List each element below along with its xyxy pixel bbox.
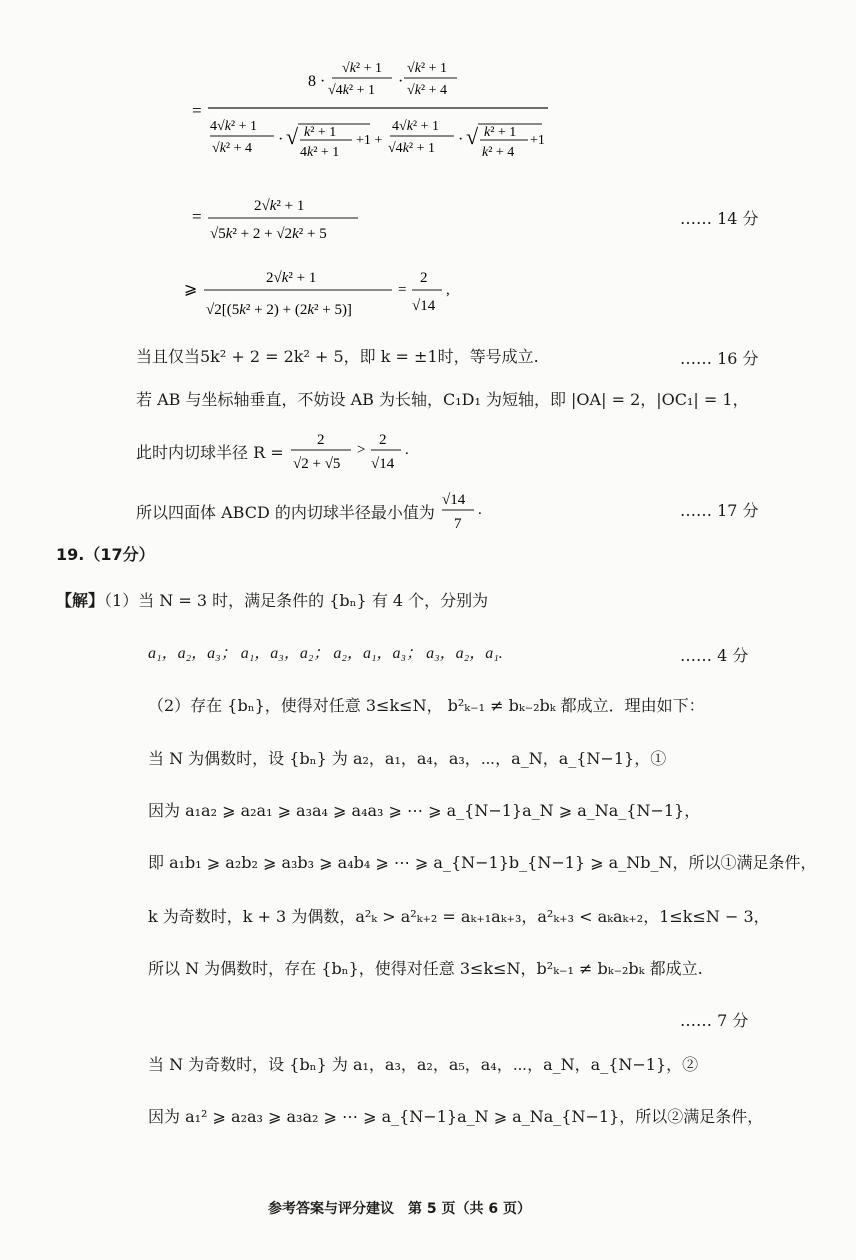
svg-text:4√k² + 1: 4√k² + 1 (210, 119, 257, 134)
score-7: …… 7 分 (680, 1011, 749, 1030)
radius-label: 此时内切球半径 R = (136, 443, 284, 462)
formula-step-2 (192, 192, 392, 254)
min-radius-line (136, 488, 500, 538)
svg-text:7: 7 (453, 516, 462, 532)
odd-inequality: 因为 a₁² ⩾ a₂a₃ ⩾ a₃a₂ ⩾ ⋯ ⩾ a_{N−1}a_N ⩾ a_Na_{N−1}，所以②满足条件， (148, 1107, 764, 1126)
svg-text:⩾: ⩾ (184, 279, 198, 298)
question-19-title: 19.（17分） (56, 545, 155, 564)
svg-text:√14: √14 (370, 456, 394, 472)
part-1-list: a₁，a₂，a₃； a₁，a₃，a₂； a₂，a₁，a₃； a₃，a₂，a₁. (148, 645, 503, 662)
solution-part-1 (56, 590, 488, 612)
svg-text:>: > (356, 442, 366, 458)
part-1-text: （1）当 N = 3 时，满足条件的 {bₙ} 有 4 个，分别为 (104, 591, 489, 610)
svg-text:+1: +1 (530, 133, 545, 148)
svg-text:k² + 1: k² + 1 (484, 125, 517, 140)
score-4: …… 4 分 (680, 646, 749, 665)
svg-text:√k² + 1: √k² + 1 (407, 61, 447, 76)
svg-text:√k² + 1: √k² + 1 (342, 61, 382, 76)
svg-text:√4k² + 1: √4k² + 1 (328, 83, 375, 98)
radius-line (136, 428, 439, 478)
formula-step-3 (184, 262, 484, 338)
svg-text:·: · (278, 131, 284, 148)
score-17: …… 17 分 (680, 501, 759, 520)
even-conclusion: 所以 N 为偶数时，存在 {bₙ}，使得对任意 3≤k≤N，b²ₖ₋₁ ≠ bₖ₋₂bₖ 都成立. (148, 959, 703, 978)
svg-text:·: · (458, 131, 464, 148)
solution-label: 【解】 (56, 591, 105, 610)
perpendicular-case: 若 AB 与坐标轴垂直，不妨设 AB 为长轴，C₁D₁ 为短轴，即 |OA| = 2，|OC₁| = 1， (136, 390, 749, 409)
svg-text:,: , (446, 282, 450, 298)
formula-step-1 (192, 58, 562, 174)
svg-text:8 ·: 8 · (308, 73, 326, 90)
page-footer: 参考答案与评分建议 第 5 页（共 6 页） (268, 1201, 531, 1217)
even-case: 当 N 为偶数时，设 {bₙ} 为 a₂，a₁，a₄，a₃，⋯，a_N，a_{N−1}，① (148, 749, 667, 768)
score-16: …… 16 分 (680, 349, 759, 368)
even-inequality: 因为 a₁a₂ ⩾ a₂a₁ ⩾ a₃a₄ ⩾ a₄a₃ ⩾ ⋯ ⩾ a_{N−1}a_N ⩾ a_Na_{N−1}， (148, 801, 701, 820)
svg-text:=: = (398, 282, 407, 298)
min-radius-label: 所以四面体 ABCD 的内切球半径最小值为 (136, 503, 435, 522)
svg-text:√14: √14 (412, 298, 436, 314)
odd-case: 当 N 为奇数时，设 {bₙ} 为 a₁，a₃，a₂，a₅，a₄，⋯，a_N，a_{N−1}，② (148, 1055, 699, 1074)
svg-text:√k² + 4: √k² + 4 (407, 83, 447, 98)
even-b-inequality: 即 a₁b₁ ⩾ a₂b₂ ⩾ a₃b₃ ⩾ a₄b₄ ⩾ ⋯ ⩾ a_{N−1}b_{N−1} ⩾ a_Nb_N，所以①满足条件， (148, 853, 817, 872)
k-odd-line: k 为奇数时，k + 3 为偶数，a²ₖ > a²ₖ₊₂ = aₖ₊₁aₖ₊₃，a²ₖ₊₃ < aₖaₖ₊₂，1≤k≤N − 3， (148, 907, 770, 926)
svg-text:√k² + 4: √k² + 4 (212, 141, 252, 156)
svg-text:√2[(5k² + 2) + (2k² + 5)]: √2[(5k² + 2) + (2k² + 5)] (206, 302, 352, 318)
svg-text:√5k² + 2 + √2k² + 5: √5k² + 2 + √2k² + 5 (210, 226, 327, 242)
svg-text:2√k² + 1: 2√k² + 1 (266, 270, 317, 286)
svg-text:.: . (404, 442, 409, 458)
svg-text:k² + 1: k² + 1 (304, 125, 337, 140)
svg-text:=: = (192, 101, 202, 120)
svg-text:2: 2 (316, 432, 325, 448)
svg-text:·: · (398, 73, 404, 90)
svg-text:√: √ (466, 124, 479, 149)
svg-text:2: 2 (420, 270, 428, 286)
part-2-text: （2）存在 {bₙ}，使得对任意 3≤k≤N， b²ₖ₋₁ ≠ bₖ₋₂bₖ 都成立．理由如下： (148, 696, 705, 715)
svg-text:=: = (192, 207, 202, 226)
svg-text:4k² + 1: 4k² + 1 (300, 145, 340, 160)
svg-text:.: . (477, 502, 482, 518)
svg-text:√4k² + 1: √4k² + 1 (388, 141, 435, 156)
svg-text:√14: √14 (441, 492, 466, 508)
svg-text:+1 +: +1 + (356, 133, 383, 148)
score-14: …… 14 分 (680, 209, 759, 228)
svg-text:√: √ (286, 124, 299, 149)
svg-text:k² + 4: k² + 4 (482, 145, 515, 160)
svg-text:2: 2 (378, 432, 387, 448)
svg-text:4√k² + 1: 4√k² + 1 (392, 119, 439, 134)
svg-text:√2 + √5: √2 + √5 (292, 456, 341, 472)
equality-condition: 当且仅当5k² + 2 = 2k² + 5，即 k = ±1时，等号成立. (136, 347, 539, 366)
svg-text:2√k² + 1: 2√k² + 1 (254, 198, 305, 214)
